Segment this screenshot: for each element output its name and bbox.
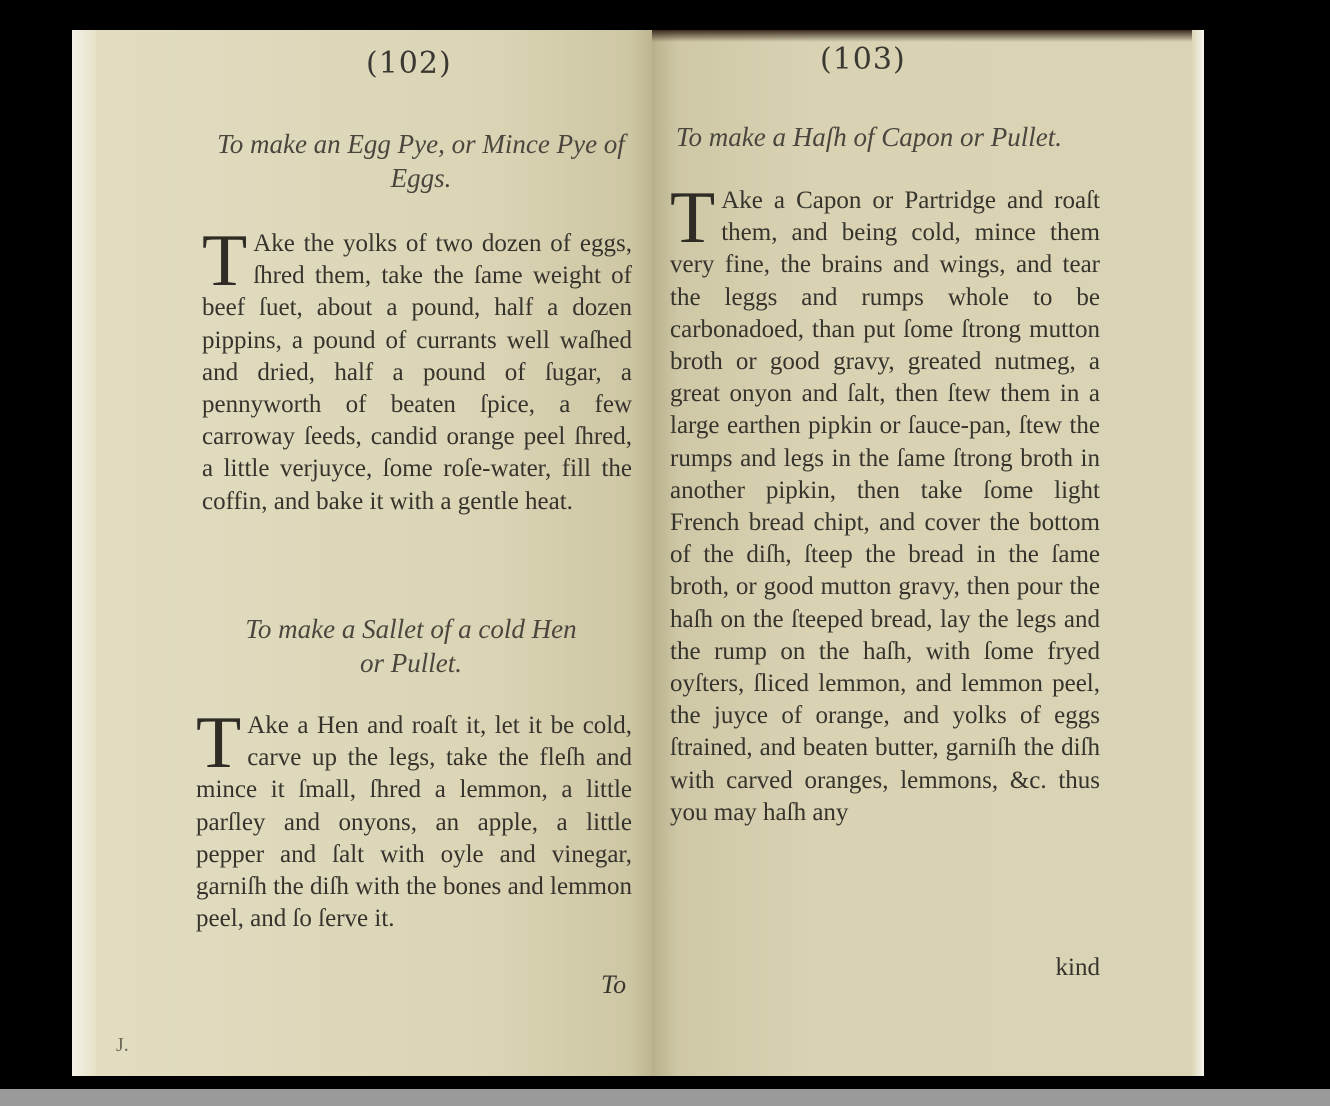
recipe-paragraph [196,702,632,935]
left-page [96,30,652,1076]
page-edge-right [1192,30,1204,1076]
recipe-text: Ake a Hen and roaſt it, let it be cold, carve up the legs, take the fleſh and mince it ſmall, ſhred a lemmon, a little parſley and onyons, an apple, a little pepper and ſalt with oyle and vinegar, garniſh the diſh with the bones and lemmon peel, and ſo ſerve it. [196,712,632,933]
recipe-paragraph [670,177,1100,829]
recipe-text: Ake a Capon or Partridge and roaſt them, and being cold, mince them very fine, the brains and wings, and tear the leggs and rumps whole to be carbonadoed, than put ſome ſtrong mutton broth or good gravy, greated nutmeg, a great onyon and ſalt, then ſtew them in a large earthen pipkin or ſauce-pan, ſtew the rumps and legs in the ſame ſtrong broth in another pipkin, then take ſome light French bread chipt, and cover the bottom of the diſh, ſteep the bread in the ſame broth, or good mutton gravy, then pour the haſh on the ſteeped bread, lay the legs and the rump on the haſh, with ſome fryed oyſters, ſliced lemmon, and lemmon peel, the juyce of orange, and yolks of eggs ſtrained, and beaten butter, garniſh the diſh with carved oranges, lemmons, &c. thus you may haſh any [670,187,1100,826]
page-edge-left [72,30,96,1076]
recipe-heading: To make an Egg Pye, or Mince Pye of Eggs. [217,129,625,193]
drop-cap: T [196,702,242,784]
catchword: To [601,970,627,999]
recipe-heading: To make a Haſh of Capon or Pullet. [676,122,1063,152]
recipe-text: Ake the yolks of two dozen of eggs, ſhred them, take the ſame weight of beef ſuet, about a pound, half a dozen pippins, a pound of currants well waſhed and dried, half a pound of ſugar, a pennyworth of beaten ſpice, a few carroway ſeeds, candid orange peel ſhred, a little verjuyce, ſome roſe-water, fill the coffin, and bake it with a gentle heat. [202,230,632,515]
page-number: (102) [366,46,452,81]
status-bar [0,1089,1330,1106]
recipe-paragraph [202,220,632,518]
recipe-heading: To make a Sallet of a cold Hen or Pullet. [245,614,577,678]
binding-shadow [652,30,1204,42]
last-word: kind [1055,954,1100,981]
drop-cap: T [202,220,248,302]
right-page [652,30,1192,1076]
page-number: (103) [820,42,906,77]
drop-cap: T [670,177,716,259]
margin-mark: J. [116,1034,129,1056]
book-spread [72,30,1204,1076]
